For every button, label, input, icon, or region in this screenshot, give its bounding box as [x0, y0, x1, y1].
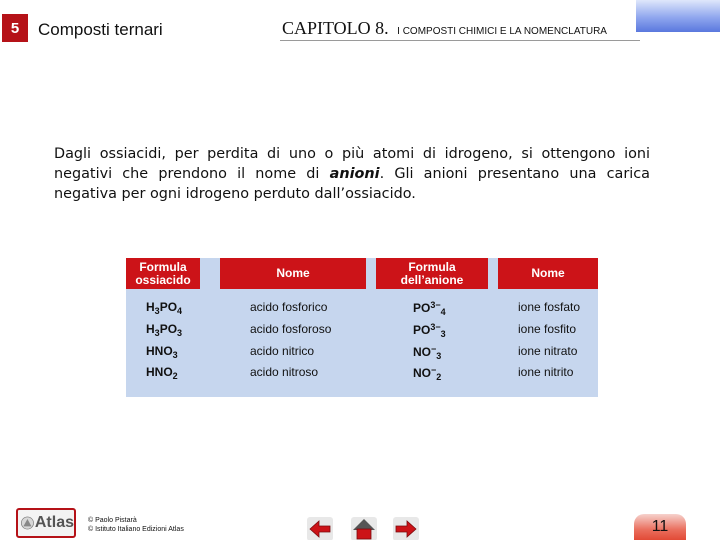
- chapter-subtitle: I COMPOSTI CHIMICI E LA NOMENCLATURA: [397, 26, 607, 37]
- anion-formula: [413, 365, 441, 382]
- anion-formula-main: NO: [413, 366, 431, 380]
- acid-formula-sub2: 3: [177, 328, 183, 338]
- section-title: Composti ternari: [38, 20, 163, 39]
- anion-charge: −: [431, 344, 437, 354]
- anion-charge: −: [431, 365, 437, 375]
- anion-formula-main: NO: [413, 345, 431, 359]
- acid-name: acido fosforico: [250, 300, 328, 314]
- acid-formula-sub2: 2: [172, 371, 178, 381]
- acid-formula-main: H: [146, 322, 155, 336]
- anion-formula: [413, 344, 441, 361]
- header-acid-name: Nome: [220, 258, 366, 289]
- acid-formula: [146, 300, 182, 316]
- acid-name: acido nitrico: [250, 344, 315, 358]
- acid-formula-mid: PO: [159, 300, 178, 314]
- anion-name: ione nitrito: [518, 365, 574, 379]
- acid-formula-sub2: 3: [172, 350, 178, 360]
- chapter-heading: [282, 18, 607, 39]
- anion-formula-main: PO: [413, 323, 431, 337]
- anion-name: ione nitrato: [518, 344, 578, 358]
- intro-emphasis: anioni: [329, 166, 380, 182]
- anion-charge: 3−: [430, 300, 441, 310]
- acid-formula-main: HNO: [146, 365, 173, 379]
- page-number: 11: [634, 514, 686, 540]
- anion-formula: [413, 322, 446, 339]
- acid-formula: [146, 322, 182, 338]
- acid-formula-sub1: 3: [154, 328, 160, 338]
- home-icon[interactable]: [350, 516, 378, 540]
- anion-formula-main: PO: [413, 301, 431, 315]
- anion-formula-sub: 3: [436, 351, 442, 361]
- anion-formula-sub: 4: [440, 307, 446, 317]
- header-acid-formula: Formula ossiacido: [126, 258, 200, 289]
- acid-formula-mid: PO: [159, 322, 178, 336]
- anion-name: ione fosfito: [518, 322, 577, 336]
- credits: [88, 516, 184, 534]
- intro-text-before: Dagli ossiacidi, per perdita di uno o più atomi di idrogeno, si ottengono ioni negativi che prendono il nome di: [54, 146, 650, 182]
- header-anion-name: Nome: [498, 258, 598, 289]
- arrow-right-icon[interactable]: [392, 516, 420, 540]
- header-anion-formula: Formula dell’anione: [376, 258, 488, 289]
- credit-publisher: © Istituto Italiano Edizioni Atlas: [88, 526, 184, 533]
- acid-formula-main: HNO: [146, 344, 173, 358]
- chapter-label: CAPITOLO 8.: [282, 18, 389, 38]
- acid-formula-sub1: 3: [154, 306, 160, 316]
- anion-name: ione fosfato: [518, 300, 581, 314]
- intro-text-after: . Gli anioni presentano una carica negativa per ogni idrogeno perduto dall’ossiacido.: [54, 166, 650, 202]
- section-number-badge: 5: [2, 14, 28, 42]
- acid-formula-main: H: [146, 300, 155, 314]
- anion-formula-sub: 3: [440, 329, 446, 339]
- anion-formula-sub: 2: [436, 372, 442, 382]
- acid-formula: [146, 365, 178, 381]
- header-divider: [280, 40, 640, 41]
- credit-author: © Paolo Pistarà: [88, 517, 137, 524]
- anion-formula: [413, 300, 446, 317]
- header: [0, 0, 720, 60]
- intro-paragraph: [54, 144, 650, 204]
- acid-formula-sub2: 4: [177, 306, 183, 316]
- anion-charge: 3−: [430, 322, 441, 332]
- atlas-mark-icon: [20, 512, 35, 534]
- acid-formula: [146, 344, 178, 360]
- corner-decoration: [636, 0, 720, 32]
- atlas-logo: [16, 508, 76, 538]
- acid-name: acido fosforoso: [250, 322, 332, 336]
- acid-name: acido nitroso: [250, 365, 319, 379]
- logo-text: Atlas: [34, 514, 74, 531]
- arrow-left-icon[interactable]: [306, 516, 334, 540]
